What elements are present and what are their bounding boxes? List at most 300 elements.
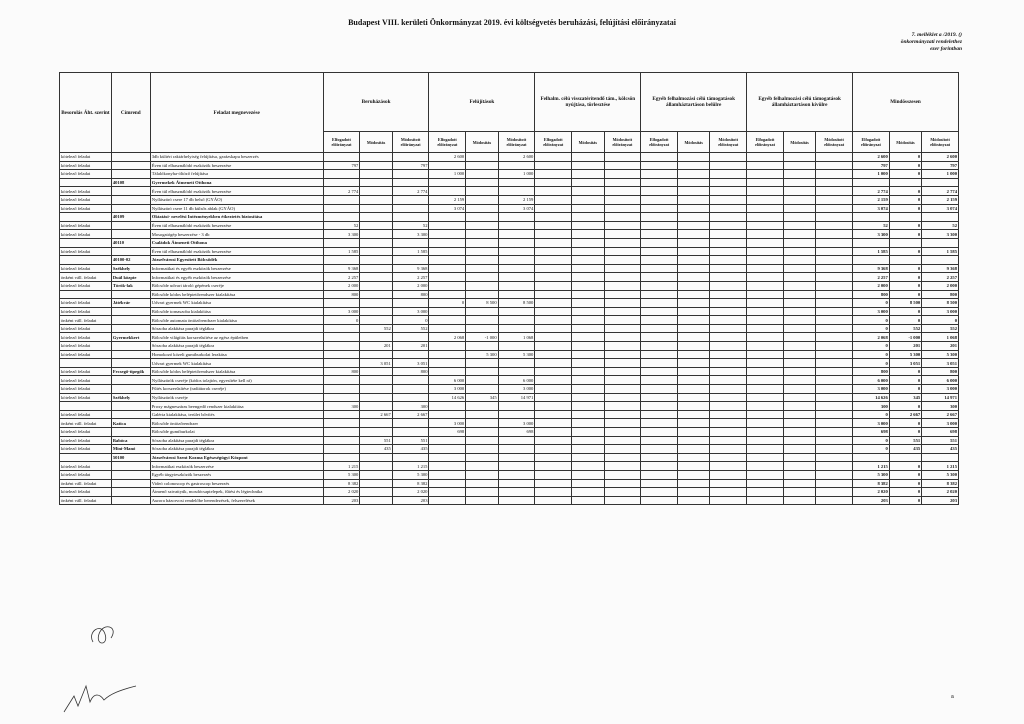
value-cell <box>677 367 709 376</box>
value-cell <box>392 428 429 437</box>
value-cell <box>498 238 535 247</box>
value-cell <box>783 204 815 213</box>
value-cell: 0 <box>889 428 921 437</box>
value-cell <box>677 161 709 170</box>
value-cell <box>710 445 747 454</box>
value-cell <box>783 402 815 411</box>
cimrend-cell: Székhely <box>111 393 150 402</box>
value-cell <box>710 410 747 419</box>
value-cell: 435 <box>889 445 921 454</box>
value-cell <box>535 402 572 411</box>
value-cell <box>641 256 678 265</box>
value-cell <box>429 230 466 239</box>
value-cell <box>816 470 853 479</box>
value-cell <box>816 230 853 239</box>
category-cell: kötelező feladat <box>60 161 112 170</box>
value-cell <box>360 393 392 402</box>
table-row <box>60 230 959 239</box>
annex-line-2: önkormányzati rendelethez <box>900 39 962 45</box>
value-cell: 5 300 <box>498 350 535 359</box>
value-cell: 201 <box>360 342 392 351</box>
value-cell: 0 <box>889 367 921 376</box>
table-row <box>60 170 959 179</box>
value-cell: 0 <box>889 281 921 290</box>
value-cell <box>392 453 429 462</box>
value-cell <box>641 453 678 462</box>
value-cell <box>677 247 709 256</box>
value-cell <box>710 488 747 497</box>
value-cell <box>604 324 641 333</box>
value-cell <box>783 273 815 282</box>
value-cell <box>922 213 959 222</box>
value-cell <box>360 428 392 437</box>
value-cell: 3 000 <box>429 385 466 394</box>
value-cell <box>641 496 678 505</box>
value-cell <box>816 359 853 368</box>
table-row <box>60 410 959 419</box>
table-row <box>60 350 959 359</box>
table-row <box>60 153 959 162</box>
table-row <box>60 187 959 196</box>
value-cell <box>392 419 429 428</box>
value-cell <box>816 385 853 394</box>
value-cell <box>641 230 678 239</box>
value-cell <box>641 470 678 479</box>
value-cell: 698 <box>853 428 890 437</box>
value-cell <box>498 221 535 230</box>
value-cell <box>323 333 360 342</box>
value-cell: 3 300 <box>853 230 890 239</box>
value-cell: 3 300 <box>922 230 959 239</box>
value-cell <box>466 488 498 497</box>
value-cell <box>677 496 709 505</box>
category-cell <box>60 453 112 462</box>
value-cell <box>498 410 535 419</box>
value-cell: 0 <box>853 359 890 368</box>
value-cell <box>535 385 572 394</box>
subheader-cell: Módosítás <box>572 132 604 153</box>
value-cell <box>641 402 678 411</box>
value-cell <box>429 221 466 230</box>
value-cell <box>466 453 498 462</box>
value-cell <box>429 187 466 196</box>
value-cell <box>498 161 535 170</box>
value-cell <box>783 178 815 187</box>
value-cell: 6 000 <box>853 376 890 385</box>
value-cell <box>641 195 678 204</box>
value-cell <box>816 307 853 316</box>
value-cell: 203 <box>922 496 959 505</box>
value-cell <box>783 230 815 239</box>
value-cell: 0 <box>889 187 921 196</box>
value-cell <box>572 445 604 454</box>
subheader-cell: Módosított előirányzat <box>604 132 641 153</box>
value-cell <box>466 359 498 368</box>
page-title: Budapest VIII. kerületi Önkormányzat 2019. évi költségvetés beruházási, felújítási előirányzatai <box>348 18 676 27</box>
task-cell: Sószoba alakítása parajdi téglákra <box>150 445 323 454</box>
value-cell <box>535 238 572 247</box>
value-cell <box>816 367 853 376</box>
value-cell: 2 774 <box>853 187 890 196</box>
table-row <box>60 445 959 454</box>
value-cell <box>323 419 360 428</box>
value-cell: 0 <box>323 316 360 325</box>
value-cell: 1 215 <box>922 462 959 471</box>
table-row <box>60 204 959 213</box>
cimrend-cell <box>111 221 150 230</box>
category-cell: kötelező feladat <box>60 324 112 333</box>
value-cell <box>747 153 784 162</box>
value-cell: 2 257 <box>392 273 429 282</box>
task-cell: Nyílászárók cseréje <box>150 393 323 402</box>
value-cell <box>747 402 784 411</box>
value-cell <box>466 290 498 299</box>
category-cell <box>60 256 112 265</box>
value-cell <box>710 247 747 256</box>
cimrend-cell: Fecsegő-tipegők <box>111 367 150 376</box>
value-cell <box>466 376 498 385</box>
table-row <box>60 238 959 247</box>
value-cell <box>498 307 535 316</box>
value-cell <box>392 153 429 162</box>
task-cell: Bölcsőde világítás korszerűsítése az egész épületben <box>150 333 323 342</box>
value-cell <box>604 238 641 247</box>
value-cell: 800 <box>392 290 429 299</box>
value-cell <box>641 221 678 230</box>
category-cell: kötelező feladat <box>60 350 112 359</box>
value-cell <box>498 247 535 256</box>
value-cell <box>747 470 784 479</box>
value-cell <box>677 445 709 454</box>
value-cell: 800 <box>922 290 959 299</box>
value-cell: 800 <box>853 367 890 376</box>
value-cell <box>429 359 466 368</box>
value-cell: 1 000 <box>922 170 959 179</box>
cimrend-cell <box>111 195 150 204</box>
value-cell <box>747 204 784 213</box>
value-cell <box>677 402 709 411</box>
header-felujitasok: Felújítások <box>429 73 535 132</box>
value-cell: 2 774 <box>922 187 959 196</box>
value-cell: 1 000 <box>498 170 535 179</box>
value-cell <box>816 462 853 471</box>
value-cell <box>429 324 466 333</box>
subheader-cell: Elfogadott előirányzat <box>429 132 466 153</box>
task-cell: Bölcsőde kódos beléptetőrendszer kialakítása <box>150 290 323 299</box>
table-row <box>60 367 959 376</box>
value-cell <box>466 367 498 376</box>
value-cell <box>535 419 572 428</box>
value-cell: 0 <box>853 299 890 308</box>
value-cell <box>535 410 572 419</box>
value-cell: 0 <box>889 307 921 316</box>
value-cell <box>747 290 784 299</box>
table-row <box>60 376 959 385</box>
cimrend-cell <box>111 161 150 170</box>
value-cell <box>323 178 360 187</box>
table-row <box>60 316 959 325</box>
value-cell: 0 <box>889 204 921 213</box>
value-cell: 0 <box>889 153 921 162</box>
value-cell <box>747 496 784 505</box>
value-cell <box>710 316 747 325</box>
value-cell: 2 020 <box>853 488 890 497</box>
table-row <box>60 479 959 488</box>
value-cell: 0 <box>889 316 921 325</box>
value-cell <box>710 213 747 222</box>
value-cell <box>535 445 572 454</box>
value-cell <box>572 153 604 162</box>
value-cell <box>572 256 604 265</box>
value-cell: 6 000 <box>498 376 535 385</box>
table-row <box>60 178 959 187</box>
cimrend-cell <box>111 342 150 351</box>
category-cell: kötelező feladat <box>60 445 112 454</box>
value-cell <box>677 359 709 368</box>
value-cell <box>535 428 572 437</box>
value-cell <box>783 393 815 402</box>
value-cell <box>816 453 853 462</box>
cimrend-cell <box>111 247 150 256</box>
value-cell <box>783 213 815 222</box>
value-cell <box>360 256 392 265</box>
value-cell <box>641 153 678 162</box>
value-cell <box>429 273 466 282</box>
category-cell: kötelező feladat <box>60 299 112 308</box>
value-cell: 300 <box>323 402 360 411</box>
value-cell <box>498 470 535 479</box>
value-cell <box>323 324 360 333</box>
value-cell <box>323 153 360 162</box>
value-cell <box>604 178 641 187</box>
value-cell <box>604 350 641 359</box>
value-cell <box>710 195 747 204</box>
value-cell <box>392 333 429 342</box>
value-cell <box>604 393 641 402</box>
value-cell <box>747 445 784 454</box>
value-cell <box>710 290 747 299</box>
value-cell <box>710 385 747 394</box>
value-cell <box>466 204 498 213</box>
value-cell <box>816 428 853 437</box>
value-cell <box>498 213 535 222</box>
value-cell: 3 000 <box>498 385 535 394</box>
value-cell <box>604 367 641 376</box>
value-cell <box>783 445 815 454</box>
task-cell: Nyílászáró csere 11 db külsős ablak (GYÁO) <box>150 204 323 213</box>
value-cell <box>641 204 678 213</box>
value-cell <box>641 281 678 290</box>
value-cell <box>572 350 604 359</box>
cimrend-cell <box>111 385 150 394</box>
value-cell <box>466 402 498 411</box>
value-cell <box>572 307 604 316</box>
value-cell <box>466 385 498 394</box>
value-cell <box>677 153 709 162</box>
value-cell <box>429 161 466 170</box>
value-cell <box>572 195 604 204</box>
value-cell <box>604 479 641 488</box>
value-cell <box>572 462 604 471</box>
table-row <box>60 402 959 411</box>
value-cell: -1 000 <box>466 333 498 342</box>
task-cell: Nyílászáró csere 17 db belső (GYÁO) <box>150 195 323 204</box>
value-cell <box>604 221 641 230</box>
value-cell <box>392 376 429 385</box>
header-mindosszesen: Mindösszesen <box>853 73 959 132</box>
value-cell <box>466 256 498 265</box>
value-cell <box>535 281 572 290</box>
value-cell <box>572 410 604 419</box>
value-cell <box>604 496 641 505</box>
value-cell <box>572 273 604 282</box>
value-cell <box>323 342 360 351</box>
task-cell: Fűtés korszerűsítése (radiátorok cseréje) <box>150 385 323 394</box>
value-cell <box>360 213 392 222</box>
value-cell <box>816 496 853 505</box>
task-cell: Sószoba alakítása parajdi téglákra <box>150 436 323 445</box>
value-cell <box>710 350 747 359</box>
value-cell <box>747 161 784 170</box>
value-cell <box>604 385 641 394</box>
value-cell: 3 000 <box>498 419 535 428</box>
value-cell <box>498 479 535 488</box>
task-cell: 3db kültéri raktárhelyiség felújítása, garázskapu beszerzés <box>150 153 323 162</box>
value-cell <box>747 385 784 394</box>
table-row <box>60 256 959 265</box>
value-cell: 3 051 <box>360 359 392 368</box>
value-cell <box>641 333 678 342</box>
value-cell <box>747 367 784 376</box>
value-cell <box>604 187 641 196</box>
value-cell <box>466 187 498 196</box>
value-cell <box>323 376 360 385</box>
task-cell: Nyílászárók cseréje (kódos tolajtón, egyesítéte kell rá) <box>150 376 323 385</box>
value-cell <box>392 170 429 179</box>
cimrend-cell <box>111 204 150 213</box>
value-cell <box>392 195 429 204</box>
value-cell <box>641 178 678 187</box>
value-cell: 1 068 <box>922 333 959 342</box>
cimrend-cell <box>111 187 150 196</box>
value-cell: 345 <box>466 393 498 402</box>
table-row <box>60 290 959 299</box>
value-cell: 698 <box>429 428 466 437</box>
value-cell <box>783 264 815 273</box>
value-cell <box>641 445 678 454</box>
value-cell <box>604 419 641 428</box>
value-cell <box>466 428 498 437</box>
table-row <box>60 264 959 273</box>
value-cell <box>498 402 535 411</box>
value-cell <box>498 462 535 471</box>
value-cell <box>498 178 535 187</box>
value-cell: 0 <box>889 221 921 230</box>
category-cell: kötelező feladat <box>60 385 112 394</box>
cimrend-cell <box>111 496 150 505</box>
value-cell <box>498 496 535 505</box>
value-cell <box>747 393 784 402</box>
category-cell: kötelező feladat <box>60 410 112 419</box>
value-cell <box>783 453 815 462</box>
value-cell <box>429 445 466 454</box>
value-cell <box>783 333 815 342</box>
value-cell <box>747 230 784 239</box>
value-cell <box>604 195 641 204</box>
value-cell <box>572 359 604 368</box>
value-cell <box>816 273 853 282</box>
value-cell <box>783 350 815 359</box>
value-cell <box>747 376 784 385</box>
task-cell: Bölcsőde kódos beléptetőrendszer kialakítása <box>150 367 323 376</box>
value-cell <box>429 402 466 411</box>
value-cell <box>783 170 815 179</box>
task-cell: Bölcsőde öntözőrendszer <box>150 419 323 428</box>
value-cell <box>572 316 604 325</box>
value-cell <box>604 436 641 445</box>
category-cell: kötelező feladat <box>60 204 112 213</box>
value-cell: 201 <box>392 342 429 351</box>
task-cell: Egyéb tárgyieszközök beszerzés <box>150 470 323 479</box>
value-cell <box>535 453 572 462</box>
value-cell <box>604 273 641 282</box>
value-cell: 0 <box>889 496 921 505</box>
value-cell <box>641 359 678 368</box>
value-cell: 0 <box>853 350 890 359</box>
subheader-cell: Módosított előirányzat <box>816 132 853 153</box>
task-cell: Bölcsőde gumiburkolat <box>150 428 323 437</box>
header-egyeb-belul: Egyéb felhalmozási célú támogatások államháztartáson belülre <box>641 73 747 132</box>
value-cell <box>641 488 678 497</box>
value-cell: 551 <box>922 436 959 445</box>
value-cell <box>783 376 815 385</box>
value-cell <box>535 462 572 471</box>
value-cell <box>641 273 678 282</box>
table-row <box>60 436 959 445</box>
value-cell <box>747 350 784 359</box>
value-cell <box>572 333 604 342</box>
value-cell <box>641 410 678 419</box>
page-mark: a <box>951 694 954 700</box>
value-cell: 0 <box>889 170 921 179</box>
value-cell: 9 368 <box>323 264 360 273</box>
value-cell <box>429 307 466 316</box>
value-cell <box>677 410 709 419</box>
value-cell <box>710 462 747 471</box>
value-cell <box>535 488 572 497</box>
value-cell: 9 368 <box>922 264 959 273</box>
value-cell <box>360 496 392 505</box>
value-cell <box>710 273 747 282</box>
task-cell: Éven túl elhasználódó eszközök beszerzése <box>150 187 323 196</box>
cimrend-cell: 40110 <box>111 238 150 247</box>
value-cell <box>816 402 853 411</box>
value-cell <box>323 453 360 462</box>
task-cell: Udvari gyermek WC kialakítása <box>150 359 323 368</box>
value-cell: 435 <box>392 445 429 454</box>
value-cell <box>747 316 784 325</box>
value-cell <box>535 350 572 359</box>
value-cell <box>429 367 466 376</box>
value-cell <box>535 256 572 265</box>
value-cell <box>783 359 815 368</box>
task-cell: Oktatási- nevelési Intézményekben étkeztetés biztosítása <box>150 213 323 222</box>
category-cell: kötelező feladat <box>60 170 112 179</box>
value-cell: 552 <box>889 324 921 333</box>
value-cell: 3 051 <box>922 359 959 368</box>
category-cell: kötelező feladat <box>60 470 112 479</box>
value-cell <box>360 247 392 256</box>
